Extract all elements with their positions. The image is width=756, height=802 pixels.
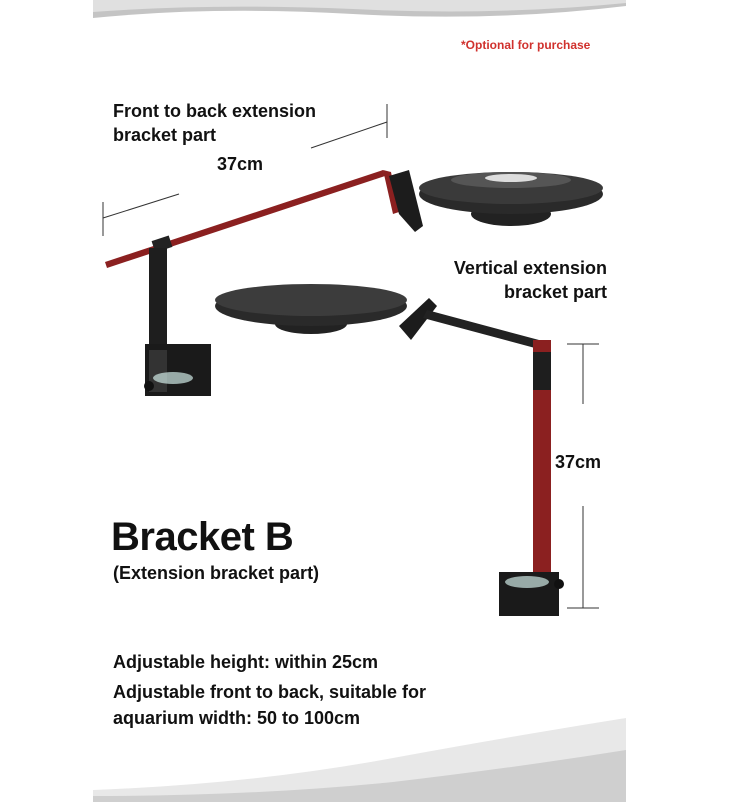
vertical-length: 37cm: [555, 452, 602, 472]
front-back-label-line2: bracket part: [113, 125, 217, 145]
lamp-top: [419, 172, 603, 226]
dimension-line-vertical: [567, 344, 599, 608]
left-clamp: [144, 248, 211, 396]
vertical-label-line1: Vertical extension: [453, 258, 607, 278]
feature-height: Adjustable height: within 25cm: [113, 652, 379, 672]
optional-purchase-note: *Optional for purchase: [461, 38, 591, 52]
vertical-label-line2: bracket part: [503, 282, 607, 302]
product-panel: [93, 0, 626, 802]
front-back-label-line1: Front to back extension: [113, 101, 317, 121]
feature-aquarium-width: aquarium width: 50 to 100cm: [113, 708, 361, 728]
vertical-arm: [399, 298, 564, 616]
product-title: Bracket B: [111, 515, 294, 559]
product-subtitle: (Extension bracket part): [113, 563, 320, 583]
lamp-middle: [215, 284, 407, 334]
front-back-length: 37cm: [217, 154, 264, 174]
feature-front-back: Adjustable front to back, suitable for: [113, 682, 427, 702]
